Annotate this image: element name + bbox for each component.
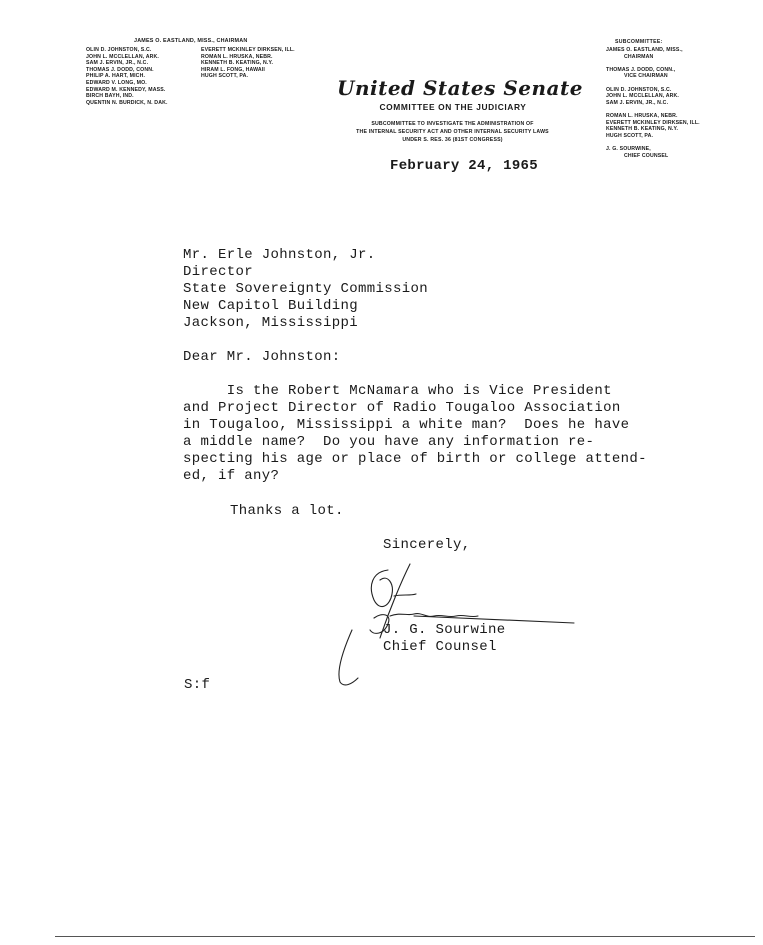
committee-name: COMMITTEE ON THE JUDICIARY — [379, 102, 527, 112]
subcommittee-line: THE INTERNAL SECURITY ACT AND OTHER INTERNAL SECURITY LAWS — [356, 129, 549, 135]
member-name: KENNETH B. KEATING, N.Y. — [201, 60, 274, 67]
committee-members-column-2 — [201, 47, 295, 80]
member-name: QUENTIN N. BURDICK, N. DAK. — [86, 99, 168, 106]
subcommittee-line: UNDER S. RES. 36 (81ST CONGRESS) — [402, 137, 503, 143]
complimentary-close: Sincerely, — [383, 537, 471, 553]
address-line: State Sovereignty Commission — [183, 281, 429, 297]
subcommittee-member: KENNETH B. KEATING, N.Y. — [606, 126, 679, 133]
salutation: Dear Mr. Johnston: — [183, 349, 341, 365]
body-line: ed, if any? — [183, 468, 280, 484]
member-name: PHILIP A. HART, MICH. — [86, 73, 146, 80]
member-name: EVERETT MCKINLEY DIRKSEN, ILL. — [201, 47, 295, 53]
subcommittee-member: EVERETT MCKINLEY DIRKSEN, ILL. — [606, 119, 700, 126]
subcommittee-member: JOHN L. MCCLELLAN, ARK. — [606, 93, 679, 100]
body-line: specting his age or place of birth or college attend- — [183, 451, 647, 467]
body-line: in Tougaloo, Mississippi a white man? Does he have — [183, 417, 630, 433]
body-line: a middle name? Do you have any information re- — [183, 434, 595, 450]
subcommittee-description — [320, 120, 585, 144]
subcommittee-member: VICE CHAIRMAN — [624, 73, 668, 80]
member-name: THOMAS J. DODD, CONN. — [86, 66, 154, 73]
subcommittee-member: J. G. SOURWINE, — [606, 145, 651, 152]
subcommittee-spacer — [606, 139, 700, 146]
member-name: HUGH SCOTT, PA. — [201, 73, 249, 80]
body-line: Is the Robert McNamara who is Vice President — [183, 383, 612, 399]
subcommittee-heading: SUBCOMMITTEE: — [615, 39, 663, 45]
subcommittee-member: OLIN D. JOHNSTON, S.C. — [606, 86, 672, 93]
subcommittee-member: SAM J. ERVIN, JR., N.C. — [606, 99, 669, 106]
subcommittee-spacer — [606, 80, 700, 87]
chairman-line: JAMES O. EASTLAND, MISS., CHAIRMAN — [134, 38, 248, 44]
letterhead-title: United States Senate — [337, 76, 583, 100]
page-bottom-rule — [55, 936, 755, 937]
member-name: BIRCH BAYH, IND. — [86, 93, 134, 100]
member-name: OLIN D. JOHNSTON, S.C. — [86, 47, 152, 53]
subcommittee-line: SUBCOMMITTEE TO INVESTIGATE THE ADMINISTRATION OF — [371, 121, 534, 127]
subcommittee-member: CHIEF COUNSEL — [624, 152, 669, 159]
subcommittee-spacer — [606, 60, 700, 67]
thanks-line: Thanks a lot. — [230, 503, 344, 519]
address-line: Mr. Erle Johnston, Jr. — [183, 247, 376, 263]
address-line: Director — [183, 264, 254, 280]
signer-name: J. G. Sourwine — [383, 622, 506, 638]
address-line: Jackson, Mississippi — [183, 315, 359, 331]
subcommittee-member: HUGH SCOTT, PA. — [606, 132, 654, 139]
subcommittee-member: THOMAS J. DODD, CONN., — [606, 66, 676, 73]
member-name: EDWARD M. KENNEDY, MASS. — [86, 86, 166, 93]
member-name: SAM J. ERVIN, JR., N.C. — [86, 60, 149, 67]
inside-address — [183, 247, 428, 332]
member-name: EDWARD V. LONG, MO. — [86, 79, 147, 86]
member-name: ROMAN L. HRUSKA, NEBR. — [201, 53, 273, 60]
signer-title: Chief Counsel — [383, 639, 497, 655]
address-line: New Capitol Building — [183, 298, 359, 314]
member-name: JOHN L. MCCLELLAN, ARK. — [86, 53, 159, 60]
body-paragraph — [183, 383, 647, 485]
subcommittee-member: ROMAN L. HRUSKA, NEBR. — [606, 112, 678, 119]
subcommittee-members — [606, 47, 700, 159]
subcommittee-member: CHAIRMAN — [624, 53, 654, 60]
body-line: and Project Director of Radio Tougaloo Association — [183, 400, 621, 416]
letter-date: February 24, 1965 — [390, 158, 538, 174]
subcommittee-member: JAMES O. EASTLAND, MISS., — [606, 47, 683, 53]
typist-initials: S:f — [184, 677, 211, 693]
member-name: HIRAM L. FONG, HAWAII — [201, 66, 265, 73]
subcommittee-spacer — [606, 106, 700, 113]
signature-block — [383, 622, 506, 656]
committee-members-column-1 — [86, 47, 168, 106]
